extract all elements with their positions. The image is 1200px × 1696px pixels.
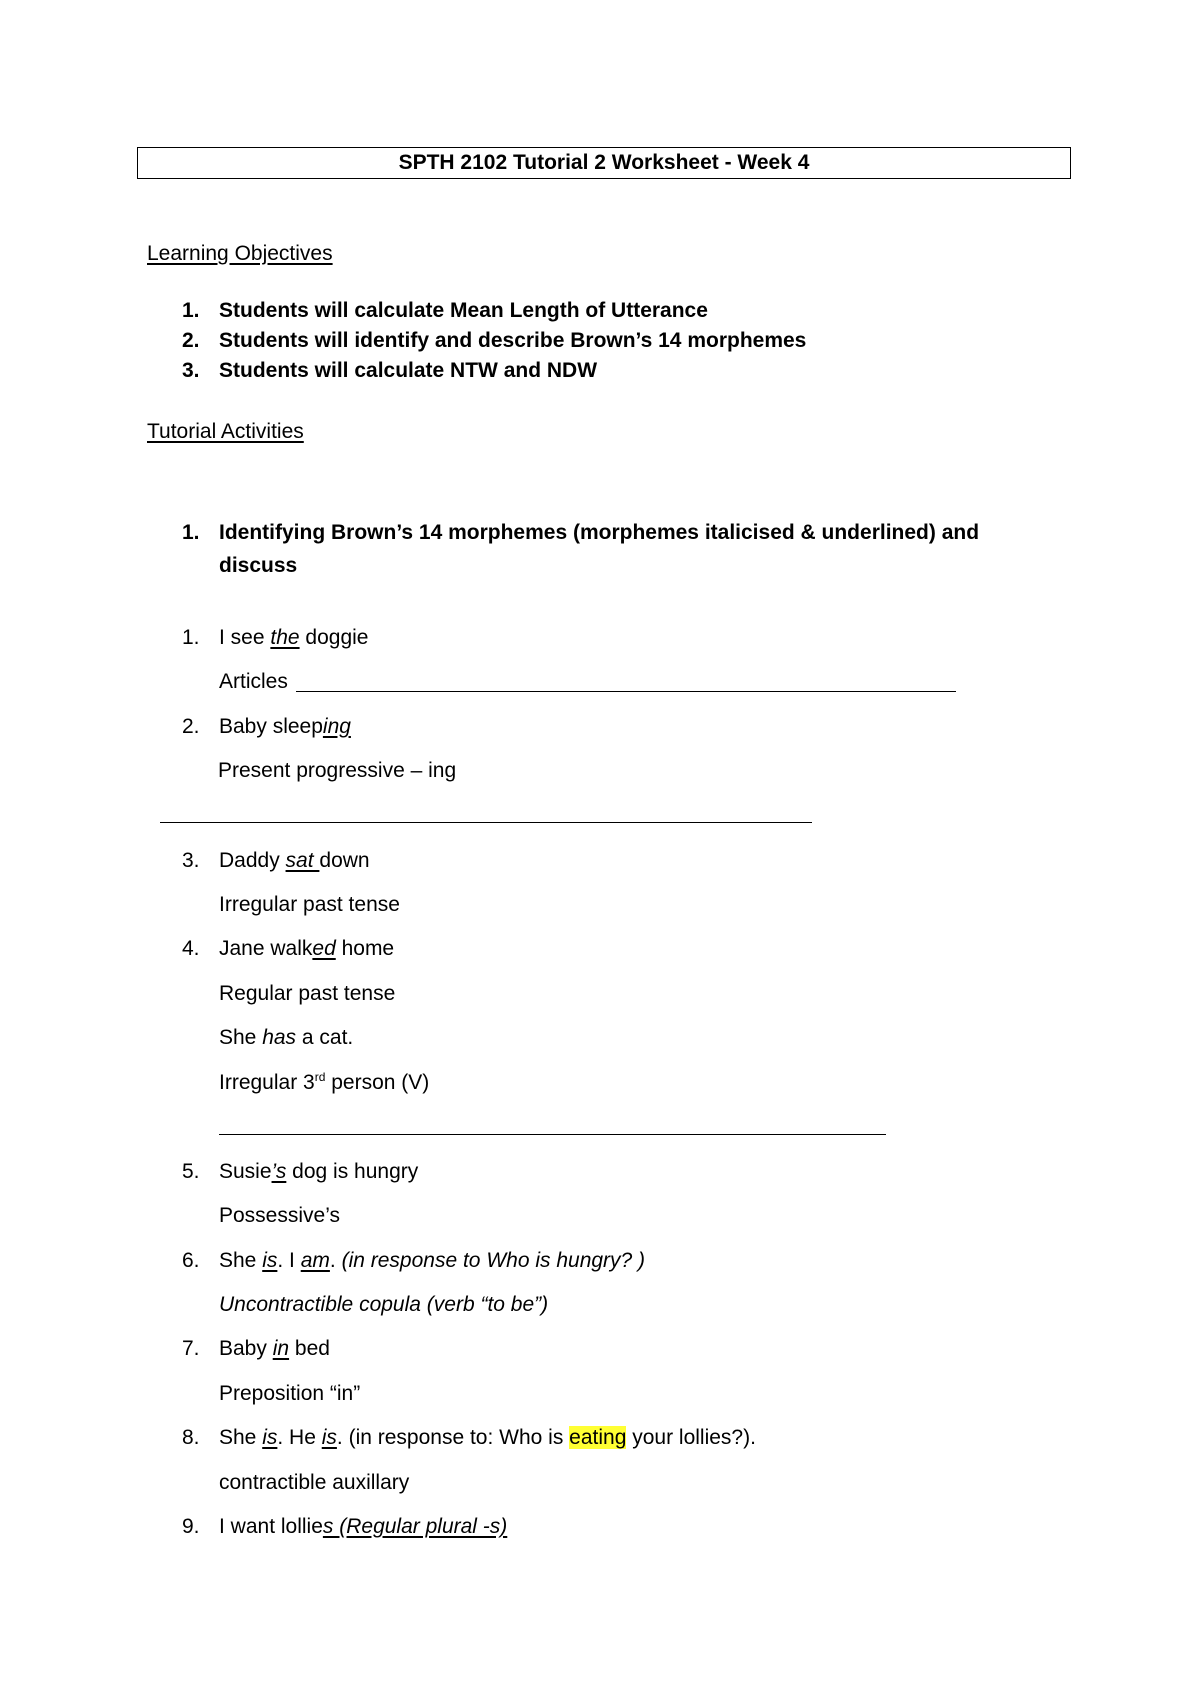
activity-1-number: 1. xyxy=(182,521,200,544)
example-8-morpheme-1: is xyxy=(262,1426,278,1449)
example-3-morpheme: sat xyxy=(285,849,320,872)
example-2-sentence: Baby sleeping xyxy=(219,715,351,738)
example-4-answer: Regular past tense xyxy=(219,982,396,1005)
example-4-extra-sentence: She has a cat. xyxy=(219,1026,354,1049)
activity-1-line2: discuss xyxy=(219,554,298,577)
example-8-number: 8. xyxy=(182,1426,200,1449)
example-9-sentence: I want lollies (Regular plural -s) xyxy=(219,1515,508,1538)
example-8-sentence: She is. He is. (in response to: Who is eating your lollies?). xyxy=(219,1426,756,1449)
example-4-number: 4. xyxy=(182,937,200,960)
example-1-sentence: I see the doggie xyxy=(219,626,369,649)
activity-1-line1: Identifying Brown’s 14 morphemes (morphemes italicised & underlined) and xyxy=(219,521,980,544)
example-4-extra-answer: Irregular 3rd person (V) xyxy=(219,1070,430,1094)
example-3-answer: Irregular past tense xyxy=(219,893,400,916)
objective-2-text: Students will identify and describe Brown’s 14 morphemes xyxy=(219,329,807,352)
example-4-morpheme: ed xyxy=(312,937,336,960)
example-1-answer: Articles xyxy=(219,670,288,693)
tutorial-activities-heading: Tutorial Activities xyxy=(147,420,304,443)
example-2-morpheme: ing xyxy=(322,715,351,738)
example-7-answer: Preposition “in” xyxy=(219,1382,361,1405)
page-title: SPTH 2102 Tutorial 2 Worksheet - Week 4 xyxy=(398,151,810,174)
example-4-extra-morpheme: has xyxy=(262,1026,297,1049)
example-6-morpheme-2: am xyxy=(300,1249,330,1272)
objective-3-number: 3. xyxy=(182,359,200,382)
answer-line-1 xyxy=(296,691,956,692)
example-3-sentence: Daddy sat down xyxy=(219,849,370,872)
example-7-sentence: Baby in bed xyxy=(219,1337,330,1360)
example-1-number: 1. xyxy=(182,626,200,649)
example-2-answer: Present progressive – ing xyxy=(218,759,457,782)
learning-objectives-heading: Learning Objectives xyxy=(147,242,333,265)
objective-3-text: Students will calculate NTW and NDW xyxy=(219,359,598,382)
example-1-morpheme: the xyxy=(270,626,300,649)
example-6-morpheme-1: is xyxy=(262,1249,278,1272)
example-7-number: 7. xyxy=(182,1337,200,1360)
example-9-number: 9. xyxy=(182,1515,200,1538)
example-6-sentence: She is. I am. (in response to Who is hungry? ) xyxy=(219,1249,646,1272)
example-5-answer: Possessive’s xyxy=(219,1204,340,1227)
example-6-answer: Uncontractible copula (verb “to be”) xyxy=(219,1293,549,1316)
highlighted-word: eating xyxy=(569,1426,627,1449)
answer-line-3 xyxy=(219,1134,886,1135)
objective-1-text: Students will calculate Mean Length of Utterance xyxy=(219,299,708,322)
example-4-sentence: Jane walked home xyxy=(219,937,395,960)
objective-2-number: 2. xyxy=(182,329,200,352)
example-5-morpheme: ’s xyxy=(271,1160,287,1183)
example-5-sentence: Susie’s dog is hungry xyxy=(219,1160,419,1183)
example-9-morpheme: s (Regular plural -s) xyxy=(322,1515,508,1538)
example-5-number: 5. xyxy=(182,1160,200,1183)
example-2-number: 2. xyxy=(182,715,200,738)
objective-1-number: 1. xyxy=(182,299,200,322)
example-8-morpheme-2: is xyxy=(321,1426,337,1449)
example-7-morpheme: in xyxy=(272,1337,290,1360)
example-6-number: 6. xyxy=(182,1249,200,1272)
example-8-answer: contractible auxillary xyxy=(219,1471,410,1494)
example-3-number: 3. xyxy=(182,849,200,872)
title-box xyxy=(137,147,1071,179)
answer-line-2 xyxy=(160,822,812,823)
